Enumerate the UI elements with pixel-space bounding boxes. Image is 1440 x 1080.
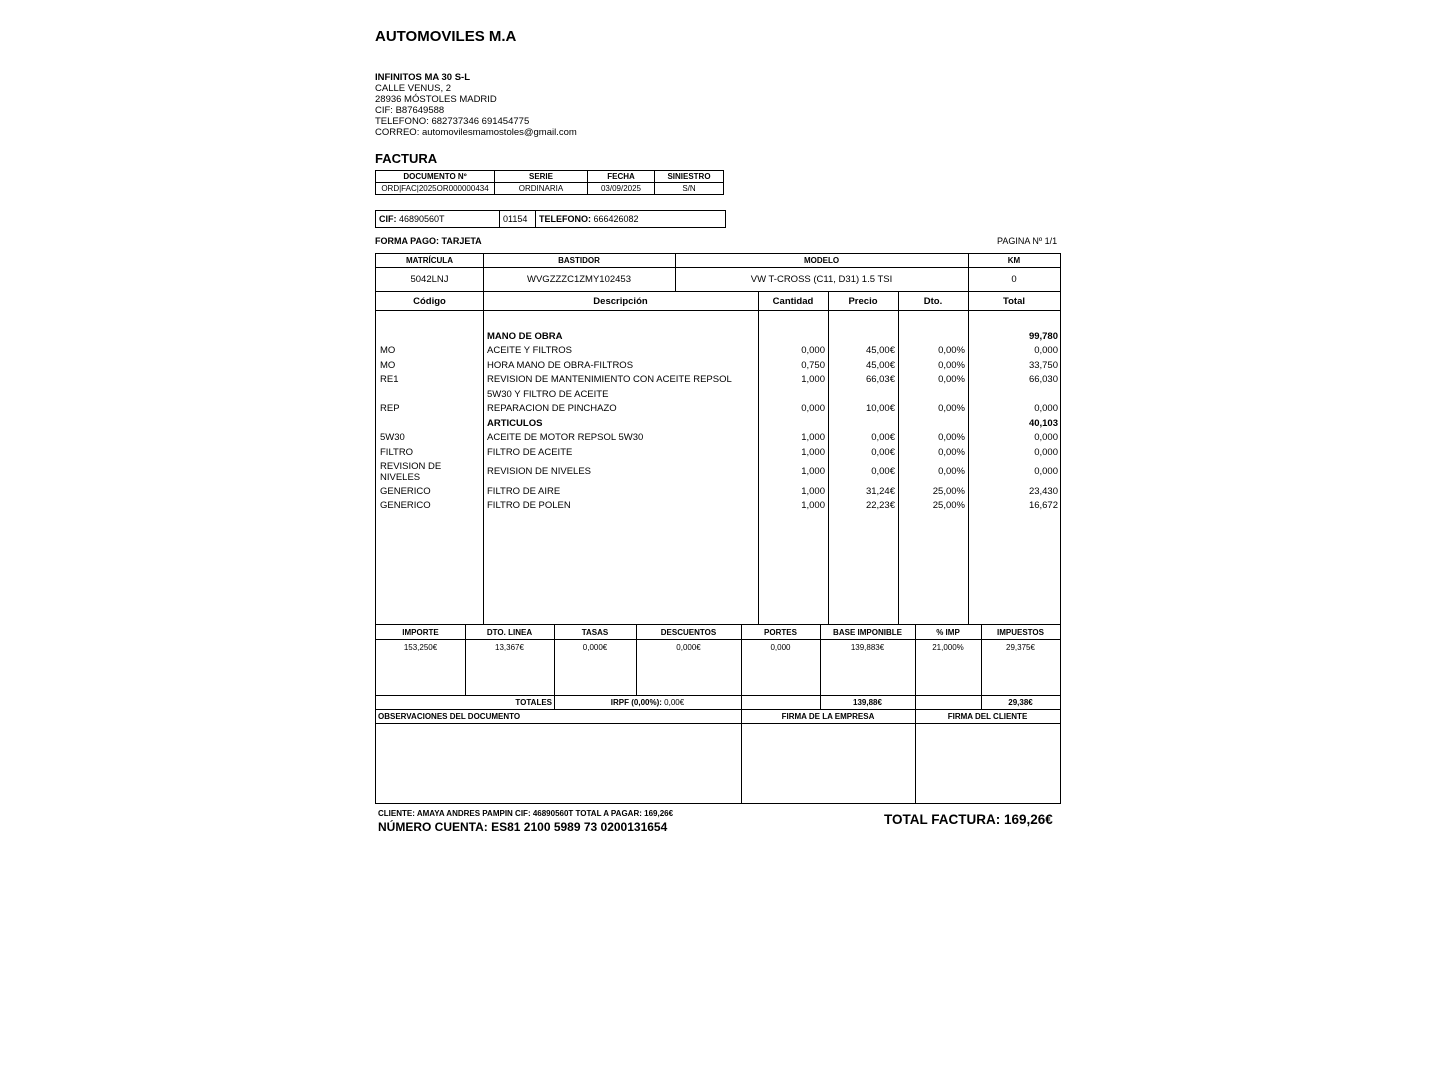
base-total: 139,88€ [853,698,882,707]
discounts-value: 0,000€ [676,642,701,652]
row-quantity: 1,000 [801,432,825,443]
row-description: ACEITE Y FILTROS [487,345,572,356]
discounts-header: DESCUENTOS [660,627,717,637]
tax-base-value: 139,883€ [850,642,885,652]
row-discount: 0,00% [938,466,965,477]
claim: S/N [655,183,724,195]
company-phone: TELEFONO: 682737346 691454775 [375,116,530,127]
row-quantity: 0,750 [801,360,825,371]
row-price: 45,00€ [865,345,895,356]
client-code: 01154 [500,211,536,228]
client-cif-label: CIF: [379,214,397,224]
row-discount: 25,00% [932,486,965,497]
row-total: 0,000 [1034,432,1058,443]
row-price: 0,00€ [871,432,895,443]
row-description: ACEITE DE MOTOR REPSOL 5W30 [487,432,644,443]
row-price: 66,03€ [865,374,895,385]
row-quantity: 1,000 [801,374,825,385]
row-description: REPARACION DE PINCHAZO [487,403,617,414]
tax-rate-value: 21,000% [932,642,964,652]
company-email: CORREO: automovilesmamostoles@gmail.com [375,127,577,138]
doc-number-header: DOCUMENTO Nº [376,171,495,183]
row-discount: 0,00% [938,360,965,371]
client-phone-value: 666426082 [593,214,639,224]
row-code: MO [380,360,396,371]
row-total: 0,000 [1034,466,1058,477]
row-quantity: 1,000 [801,466,825,477]
company-address: CALLE VENUS, 2 [375,83,452,94]
shipping-value: 0,000 [770,642,791,652]
vin-header: BASTIDOR [558,256,600,265]
claim-header: SINIESTRO [655,171,724,183]
serie-header: SERIE [495,171,588,183]
client-info-table [375,210,726,228]
row-code-continued: NIVELES [380,472,421,483]
row-total: 0,000 [1034,345,1058,356]
section-title: MANO DE OBRA [487,331,563,342]
importe-value: 153,250€ [403,642,438,652]
vin-value: WVGZZZC1ZMY102453 [527,274,631,285]
row-price: 45,00€ [865,360,895,371]
quantity-header: Cantidad [772,295,814,307]
line-discount-value: 13,367€ [495,642,524,652]
client-phone-label: TELEFONO: [539,214,591,224]
client-cif [376,211,500,228]
code-header: Código [413,295,446,307]
row-quantity: 0,000 [801,403,825,414]
row-description: FILTRO DE ACEITE [487,447,573,458]
document-info-table [375,170,724,195]
row-code: GENERICO [380,486,431,497]
payment-method: FORMA PAGO: TARJETA [375,236,482,246]
row-total: 0,000 [1034,403,1058,414]
line-discount-header: DTO. LINEA [486,627,533,637]
row-price: 0,00€ [871,447,895,458]
row-price: 10,00€ [865,403,895,414]
row-description: FILTRO DE AIRE [487,486,561,497]
footer-client-line: CLIENTE: AMAYA ANDRES PAMPIN CIF: 46890560T TOTAL A PAGAR: 169,26€ [378,809,674,818]
row-total: 33,750 [1028,360,1058,371]
row-code: REVISION DE [380,461,442,472]
invoice-title: FACTURA [375,151,438,166]
km-header: KM [1007,256,1021,265]
row-discount: 0,00% [938,345,965,356]
plate-value: 5042LNJ [410,274,449,285]
date: 03/09/2025 [588,183,655,195]
row-total: 0,000 [1034,447,1058,458]
tax-base-header: BASE IMPONIBLE [833,627,902,637]
row-code: GENERICO [380,500,431,511]
date-header: FECHA [588,171,655,183]
row-price: 22,23€ [865,500,895,511]
section-title: ARTICULOS [487,418,543,429]
invoice-total: TOTAL FACTURA: 169,26€ [884,812,1053,827]
footer-account-number: NÚMERO CUENTA: ES81 2100 5989 73 0200131654 [378,820,668,834]
observations-header: OBSERVACIONES DEL DOCUMENTO [378,712,521,721]
company-city: 28936 MÓSTOLES MADRID [375,94,497,105]
company-info [375,72,577,138]
row-code: REP [380,403,400,414]
row-description: HORA MANO DE OBRA-FILTROS [487,360,634,371]
shipping-header: PORTES [764,627,797,637]
row-description: FILTRO DE POLEN [487,500,571,511]
serie: ORDINARIA [495,183,588,195]
irpf-label: IRPF (0,00%): [610,698,662,707]
row-discount: 25,00% [932,500,965,511]
model-header: MODELO [803,256,840,265]
row-quantity: 1,000 [801,447,825,458]
taxes-header: IMPUESTOS [997,627,1044,637]
irpf-value: 0,00€ [664,698,685,707]
model-value: VW T-CROSS (C11, D31) 1.5 TSI [750,274,893,285]
company-legal-name: INFINITOS MA 30 S-L [375,72,471,83]
row-price: 31,24€ [865,486,895,497]
row-discount: 0,00% [938,432,965,443]
irpf [554,696,741,709]
fees-header: TASAS [581,627,609,637]
client-signature-header: FIRMA DEL CLIENTE [947,712,1028,721]
section-total: 40,103 [1028,418,1058,429]
row-code: RE1 [380,374,399,385]
row-discount: 0,00% [938,374,965,385]
row-code: MO [380,345,396,356]
row-code: 5W30 [380,432,405,443]
plate-header: MATRÍCULA [406,256,453,265]
row-total: 66,030 [1028,374,1058,385]
client-phone [536,211,726,228]
km-value: 0 [1011,274,1017,285]
row-discount: 0,00% [938,447,965,458]
tax-rate-header: % IMP [936,627,960,637]
row-description: REVISION DE NIVELES [487,466,592,477]
row-description-continued: 5W30 Y FILTRO DE ACEITE [487,389,609,400]
company-name: AUTOMOVILES M.A [375,28,517,45]
row-quantity: 1,000 [801,500,825,511]
importe-header: IMPORTE [402,627,439,637]
description-header: Descripción [593,295,648,307]
section-total: 99,780 [1028,331,1058,342]
row-code: FILTRO [380,447,414,458]
client-cif-value: 46890560T [399,214,445,224]
row-quantity: 0,000 [801,345,825,356]
row-total: 23,430 [1028,486,1058,497]
company-cif: CIF: B87649588 [375,105,445,116]
fees-value: 0,000€ [582,642,608,652]
tax-total: 29,38€ [1008,698,1033,707]
row-quantity: 1,000 [801,486,825,497]
invoice-body [375,253,1061,804]
doc-number: ORD|FAC|2025OR000000434 [376,183,495,195]
row-description: REVISION DE MANTENIMIENTO CON ACEITE REPSOL [487,374,732,385]
price-header: Precio [848,295,878,307]
row-total: 16,672 [1028,500,1058,511]
company-signature-header: FIRMA DE LA EMPRESA [781,712,875,721]
discount-header: Dto. [923,295,943,307]
page-number: PAGINA Nº 1/1 [997,236,1058,246]
row-discount: 0,00% [938,403,965,414]
totals-label: TOTALES [515,698,552,707]
row-price: 0,00€ [871,466,895,477]
total-header: Total [1003,295,1025,307]
taxes-value: 29,375€ [1006,642,1035,652]
